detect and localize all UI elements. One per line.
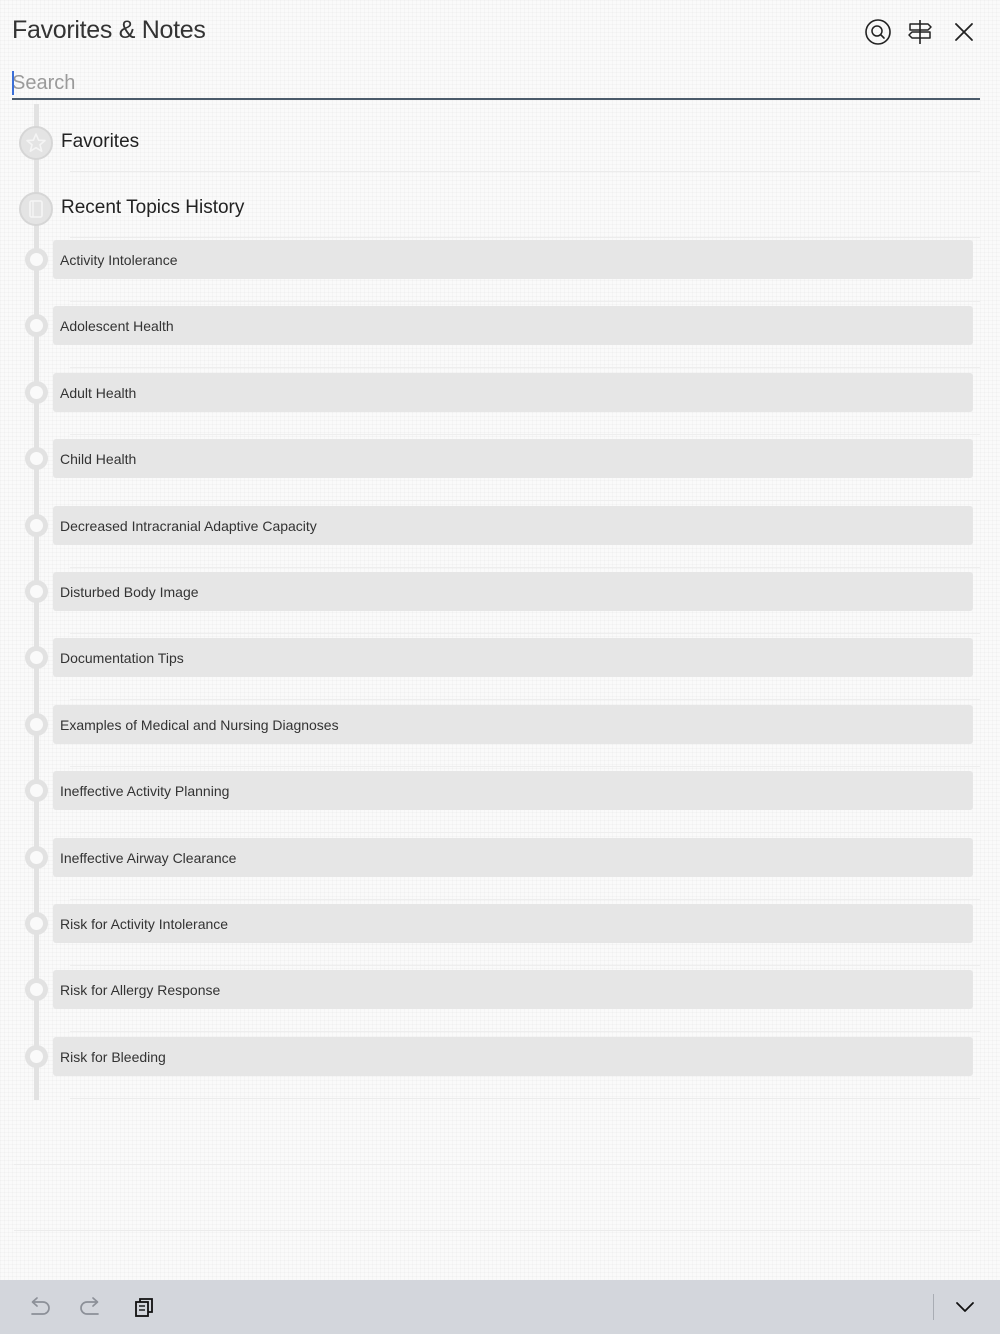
list-item[interactable]: [0, 506, 1000, 572]
divider: [70, 434, 980, 435]
signpost-icon[interactable]: [904, 16, 936, 48]
divider: [70, 1031, 980, 1032]
topic-link[interactable]: Risk for Activity Intolerance: [53, 904, 973, 943]
topic-link[interactable]: Disturbed Body Image: [53, 572, 973, 611]
recent-topics-label: Recent Topics History: [61, 197, 245, 218]
timeline-node-icon: [25, 314, 48, 337]
topic-link[interactable]: Activity Intolerance: [53, 240, 973, 279]
topic-link[interactable]: Decreased Intracranial Adaptive Capacity: [53, 506, 973, 545]
favorites-section[interactable]: [0, 112, 1000, 172]
topic-link[interactable]: Adult Health: [53, 373, 973, 412]
topic-link[interactable]: Documentation Tips: [53, 638, 973, 677]
timeline-node-icon: [25, 646, 48, 669]
list-item[interactable]: [0, 705, 1000, 771]
divider: [70, 301, 980, 302]
timeline-node-icon: [25, 713, 48, 736]
favorites-label: Favorites: [61, 131, 140, 152]
divider: [70, 699, 980, 700]
list-item[interactable]: [0, 904, 1000, 970]
list-item[interactable]: [0, 638, 1000, 704]
search-circle-icon[interactable]: [862, 16, 894, 48]
book-icon: [19, 192, 53, 226]
divider: [70, 367, 980, 368]
divider: [14, 1164, 980, 1165]
clipboard-icon[interactable]: [129, 1292, 159, 1322]
list-item[interactable]: [0, 373, 1000, 439]
list-item[interactable]: [0, 240, 1000, 306]
list-item[interactable]: [0, 838, 1000, 904]
list-item[interactable]: [0, 970, 1000, 1036]
list-item[interactable]: [0, 439, 1000, 505]
redo-icon[interactable]: [76, 1292, 106, 1322]
topic-link[interactable]: Child Health: [53, 439, 973, 478]
divider: [70, 500, 980, 501]
timeline-node-icon: [25, 447, 48, 470]
text-cursor: [12, 71, 14, 95]
topic-link[interactable]: Risk for Allergy Response: [53, 970, 973, 1009]
timeline-node-icon: [25, 846, 48, 869]
timeline-node-icon: [25, 248, 48, 271]
divider: [70, 633, 980, 634]
divider: [70, 965, 980, 966]
timeline-node-icon: [25, 1045, 48, 1068]
divider: [70, 766, 980, 767]
list-item[interactable]: [0, 572, 1000, 638]
divider: [70, 832, 980, 833]
timeline-node-icon: [25, 580, 48, 603]
divider: [70, 1098, 980, 1099]
timeline-node-icon: [25, 978, 48, 1001]
list-item[interactable]: [0, 1037, 1000, 1103]
list-item[interactable]: [0, 771, 1000, 837]
topic-link[interactable]: Risk for Bleeding: [53, 1037, 973, 1076]
timeline-node-icon: [25, 779, 48, 802]
timeline-node-icon: [25, 912, 48, 935]
toolbar-separator: [933, 1294, 934, 1320]
divider: [70, 899, 980, 900]
timeline-node-icon: [25, 381, 48, 404]
search-input[interactable]: [12, 68, 980, 98]
list-item[interactable]: [0, 306, 1000, 372]
topic-link[interactable]: Ineffective Airway Clearance: [53, 838, 973, 877]
search-bar: [12, 68, 980, 100]
timeline-node-icon: [25, 514, 48, 537]
divider: [70, 237, 980, 238]
divider: [14, 1230, 980, 1231]
topic-link[interactable]: Examples of Medical and Nursing Diagnoses: [53, 705, 973, 744]
topic-link[interactable]: Adolescent Health: [53, 306, 973, 345]
recent-topics-section[interactable]: [0, 178, 1000, 238]
topic-link[interactable]: Ineffective Activity Planning: [53, 771, 973, 810]
divider: [70, 567, 980, 568]
page-title: Favorites & Notes: [12, 16, 206, 44]
undo-icon[interactable]: [24, 1292, 54, 1322]
chevron-down-icon[interactable]: [950, 1292, 980, 1322]
close-icon[interactable]: [948, 16, 980, 48]
star-icon: [19, 126, 53, 160]
bottom-toolbar: [0, 1280, 1000, 1334]
divider: [70, 171, 980, 172]
